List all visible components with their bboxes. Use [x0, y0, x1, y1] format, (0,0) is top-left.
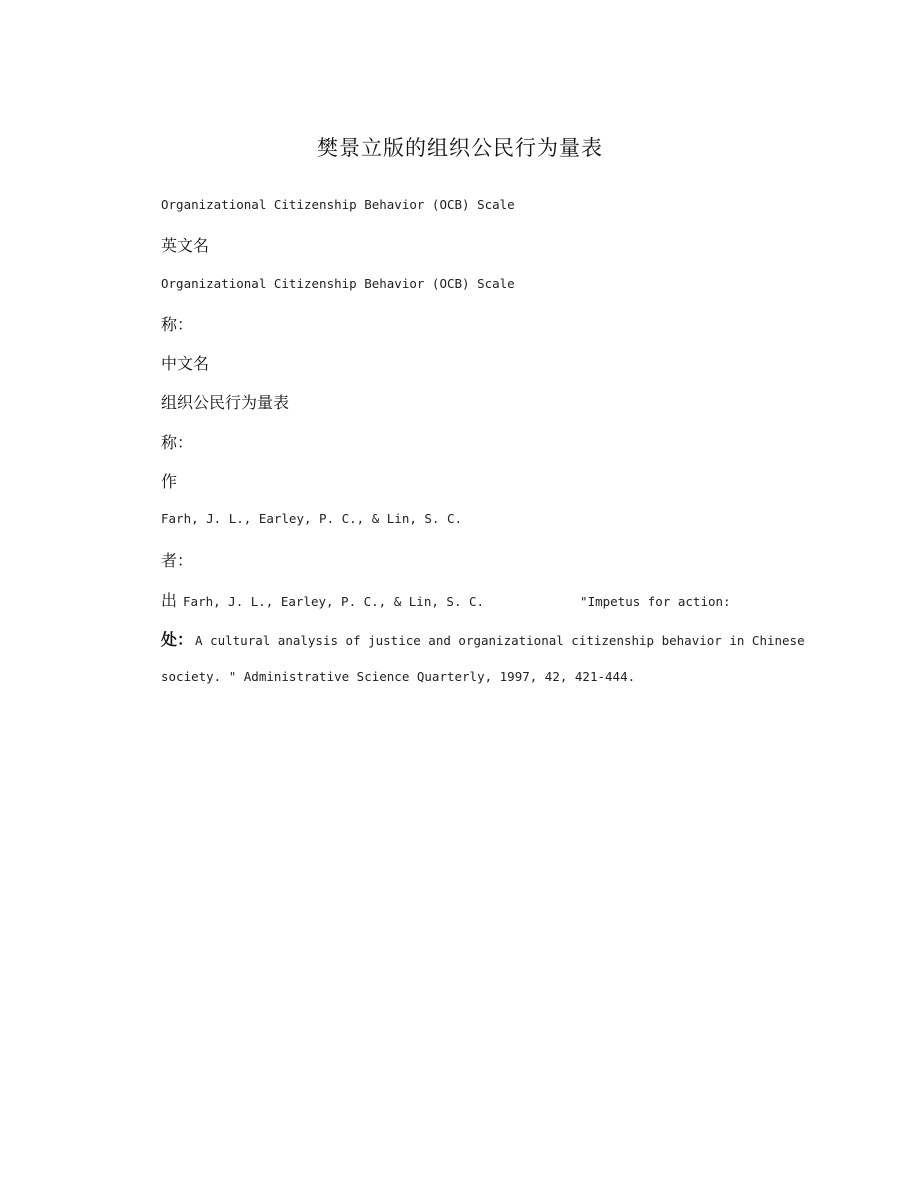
source-title-continued: A cultural analysis of justice and organizational citizenship behavior in Chinese — [195, 633, 805, 648]
author-label: 作 — [161, 472, 178, 491]
source-authors: Farh, J. L., Earley, P. C., & Lin, S. C. — [183, 594, 485, 609]
english-name-value: Organizational Citizenship Behavior (OCB) Scale — [161, 276, 515, 291]
english-name-label-suffix: 称： — [161, 315, 194, 334]
source-line-1 — [161, 588, 731, 611]
english-name-label: 英文名 — [161, 236, 210, 255]
author-label-suffix: 者： — [161, 551, 194, 570]
source-line-2 — [161, 627, 805, 650]
english-subtitle: Organizational Citizenship Behavior (OCB) Scale — [161, 197, 515, 212]
chinese-name-value: 组织公民行为量表 — [161, 393, 290, 412]
source-label: 出 — [161, 591, 178, 610]
chinese-name-label: 中文名 — [161, 354, 210, 373]
source-label-suffix: 处： — [161, 630, 194, 649]
chinese-name-label-suffix: 称： — [161, 433, 194, 452]
source-title-start: "Impetus for action: — [580, 594, 731, 609]
author-value: Farh, J. L., Earley, P. C., & Lin, S. C. — [161, 511, 463, 526]
source-line-3: society. " Administrative Science Quarterly, 1997, 42, 421-444. — [161, 669, 636, 684]
document-title: 樊景立版的组织公民行为量表 — [317, 136, 603, 160]
